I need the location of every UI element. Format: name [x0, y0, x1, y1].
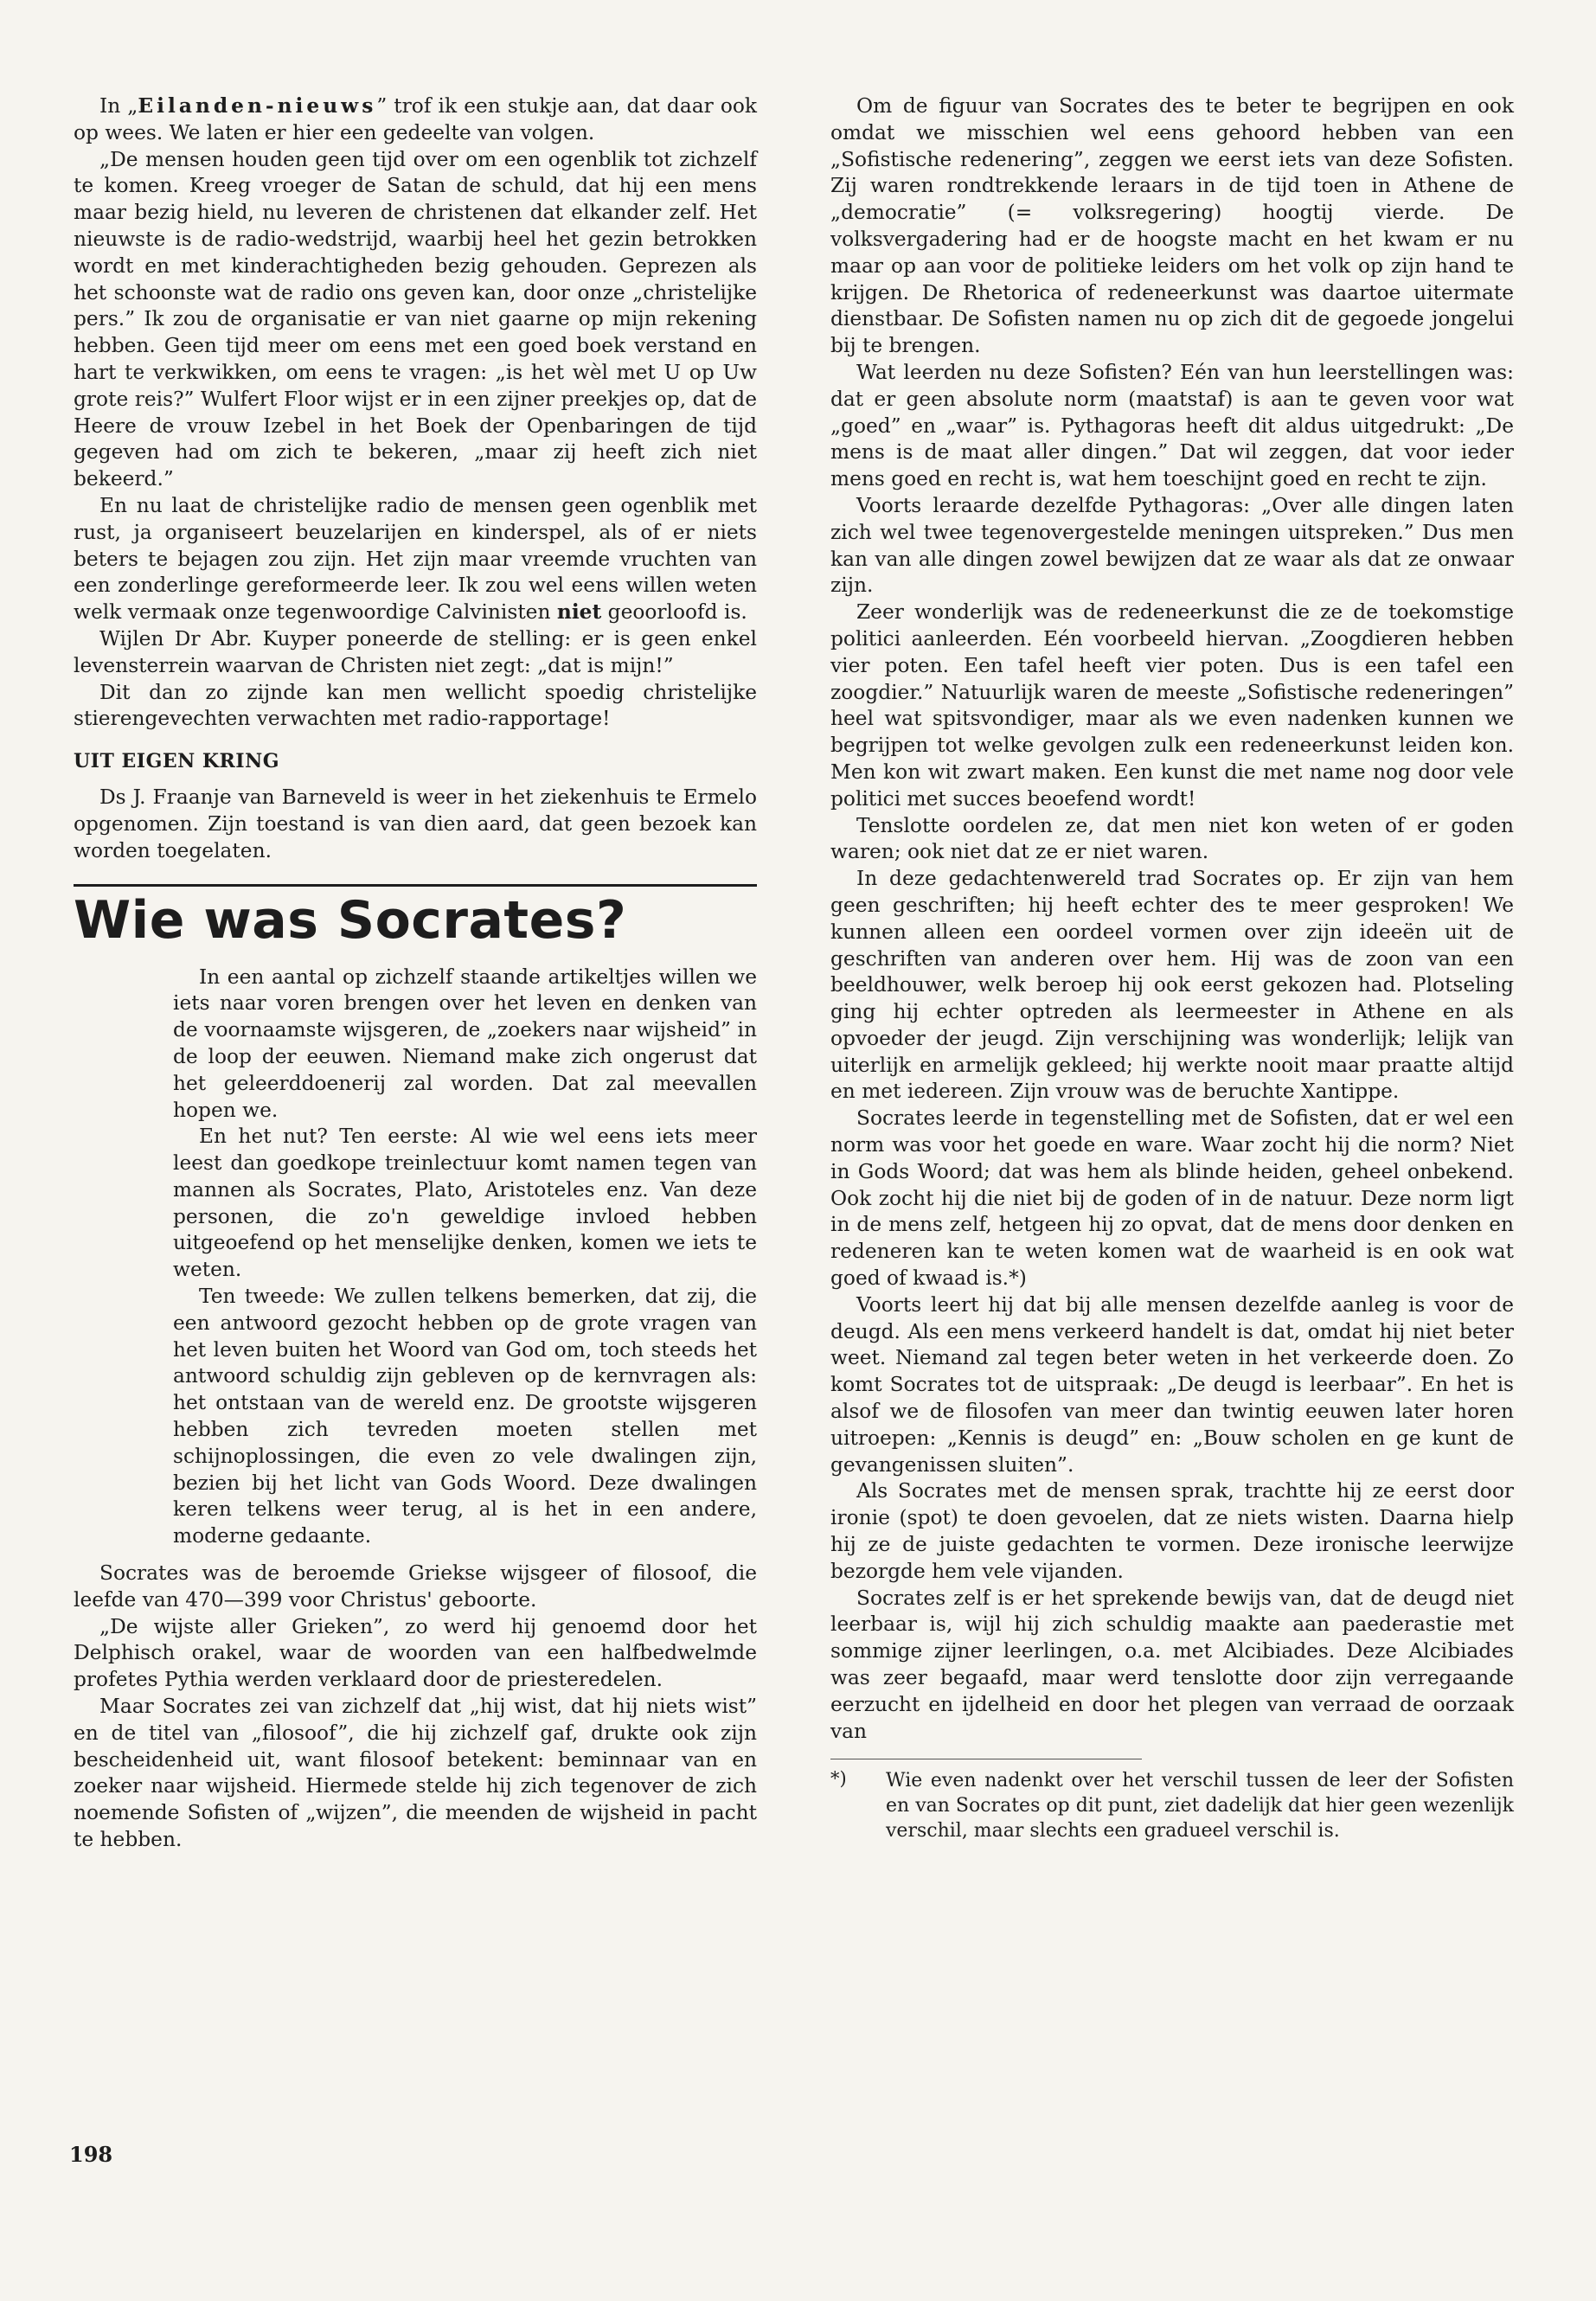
article-intro — [74, 965, 757, 1551]
body-paragraph: Maar Socrates zei van zichzelf dat „hij wist, dat hij niets wist” en de titel van „filosoof”, die hij zichzelf gaf, drukte ook zijn bescheidenheid uit, want filosoof betekent: beminnaar van en zoeker naar wijsheid. Hiermede stelde hij zich tegenover de zich noemende Sofisten of „wijzen”, die meenden de wijsheid in pacht te hebben. — [74, 1695, 757, 1852]
body-paragraph: Wat leerden nu deze Sofisten? Eén van hun leerstellingen was: dat er geen absolute norm (maatstaf) is aan te geven voor wat „goed” en „waar” is. Pythagoras heeft dit aldus uitgedrukt: „De mens is de maat aller dingen.” Dat wil zeggen, dat voor ieder mens goed en recht is, wat hem toeschijnt goed en recht te zijn. — [830, 360, 1514, 491]
body-paragraph: Voorts leraarde dezelfde Pythagoras: „Over alle dingen laten zich wel twee tegenovergestelde meningen uitspreken.” Dus men kan van alle dingen zowel bewijzen dat ze waar als dat ze onwaar zijn. — [830, 493, 1514, 598]
body-paragraph: Tenslotte oordelen ze, dat men niet kon weten of er goden waren; ook niet dat ze er niet waren. — [830, 813, 1514, 864]
source-name: Eilanden-nieuws — [138, 94, 377, 118]
intro-paragraph: En het nut? Ten eerste: Al wie wel eens iets meer leest dan goedkope treinlectuur komt namen tegen van mannen als Socrates, Plato, Aristoteles enz. Van deze personen, die zo'n geweldige invloed hebben uitgeoefend op het menselijke denken, komen we iets te weten. — [173, 1125, 757, 1282]
right-column — [830, 93, 1514, 1843]
intro-paragraph: In een aantal op zichzelf staande artikeltjes willen we iets naar voren brengen over het leven en denken van de voornaamste wijsgeren, de „zoekers naar wijsheid” in de loop der eeuwen. Niemand make zich ongerust dat het geleerddoenerij zal worden. Dat zal meevallen hopen we. — [173, 965, 757, 1122]
divider — [74, 884, 757, 887]
body-paragraph: Zeer wonderlijk was de redeneerkunst die ze de toekomstige politici aanleerden. Eén voorbeeld hiervan. „Zoogdieren hebben vier poten. Een tafel heeft vier poten. Dus is een tafel een zoogdier.” Natuurlijk waren de meeste „Sofistische redeneringen” heel wat spitsvondiger, maar als we even nadenken kunnen we begrijpen tot welke gevolgen zulk een redeneerkunst leiden kon. Men kon wit zwart maken. Een kunst die met name nog door vele politici met succes beoefend wordt! — [830, 600, 1514, 811]
footnote-text: Wie even nadenkt over het verschil tussen de leer der Sofisten en van Socrates op dit punt, ziet dadelijk dat hier geen wezenlijk verschil, maar slechts een gradueel verschil is. — [886, 1770, 1514, 1843]
body-paragraph: Socrates leerde in tegenstelling met de Sofisten, dat er wel een norm was voor het goede en ware. Waar zocht hij die norm? Niet in Gods Woord; dat was hem als blinde heiden, geheel onbekend. Ook zocht hij die niet bij de goden of in de natuur. Deze norm ligt in de mens zelf, hetgeen hij zo opvat, dat de mens door denken en redeneren kan te weten komen wat de waarheid is en ook wat goed of kwaad is.*) — [830, 1106, 1514, 1291]
body-paragraph: Socrates zelf is er het sprekende bewijs van, dat de deugd niet leerbaar is, wijl hij zich schuldig maakte aan paederastie met sommige zijner leerlingen, o.a. met Alcibiades. Deze Alcibiades was zeer begaafd, maar werd tenslotte door zijn verregaande eerzucht en ijdelheid en door het plegen van verraad de oorzaak van — [830, 1586, 1514, 1743]
kring-paragraph: Ds J. Fraanje van Barneveld is weer in het ziekenhuis te Ermelo opgenomen. Zijn toestand is van dien aard, dat geen bezoek kan worden toegelaten. — [74, 785, 757, 862]
section-heading: UIT EIGEN KRING — [74, 750, 279, 773]
body-paragraph: Om de figuur van Socrates des te beter te begrijpen en ook omdat we misschien wel eens gehoord hebben van een „Sofistische redenering”, zeggen we eerst iets van deze Sofisten. Zij waren rondtrekkende leraars in de tijd toen in Athene de „democratie” (= volksregering) hoogtij vierde. De volksvergadering had er de hoogste macht en het kwam er nu maar op aan voor de politieke leiders om het volk op zijn hand te krijgen. De Rhetorica of redeneerkunst was daartoe uitermate dienstbaar. De Sofisten namen nu op zich dit de gegoede jongelui bij te brengen. — [830, 94, 1514, 358]
body-paragraph: Socrates was de beroemde Griekse wijsgeer of filosoof, die leefde van 470—399 voor Christus' geboorte. — [74, 1561, 757, 1612]
footnote-mark: *) — [830, 1768, 847, 1790]
body-paragraph: „De wijste aller Grieken”, zo werd hij genoemd door het Delphisch orakel, waar de woorden van een halfbedwelmde profetes Pythia werden verklaard door de priesteredelen. — [74, 1614, 757, 1692]
body-paragraph: Als Socrates met de mensen sprak, trachtte hij ze eerst door ironie (spot) te doen gevoelen, dat ze niets wisten. Daarna hielp hij ze de juiste gedachten te vormen. Deze ironische leerwijze bezorgde hem vele vijanden. — [830, 1479, 1514, 1583]
footnote — [830, 1768, 1514, 1843]
news-paragraph-5: Dit dan zo zijnde kan men wellicht spoedig christelijke stierengevechten verwachten met radio-rapportage! — [74, 680, 757, 731]
body-paragraph: Voorts leert hij dat bij alle mensen dezelfde aanleg is voor de deugd. Als een mens verkeerd handelt is dat, omdat hij niet beter weet. Niemand zal tegen beter weten in het verkeerde doen. Zo komt Socrates tot de uitspraak: „De deugd is leerbaar”. En het is alsof we de filosofen van meer dan twintig eeuwen later horen uitroepen: „Kennis is deugd” en: „Bouw scholen en ge kunt de gevangenissen sluiten”. — [830, 1292, 1514, 1477]
article-headline: Wie was Socrates? — [74, 889, 627, 951]
news-paragraph-3: En nu laat de christelijke radio de mensen geen ogenblik met rust, ja organiseert beuzelarijen en kinderspel, als of er niets beters te bejagen zou zijn. Het zijn maar vreemde vruchten van een zonderlinge gereformeerde leer. Ik zou wel eens willen weten welk vermaak onze tegenwoordige Calvinisten niet geoorloofd is. — [74, 493, 757, 625]
left-column — [74, 93, 757, 1854]
news-paragraph-1: In „Eilanden-nieuws” trof ik een stukje aan, dat daar ook op wees. We laten er hier een gedeelte van volgen. — [74, 94, 758, 144]
news-paragraph-4: Wijlen Dr Abr. Kuyper poneerde de stelling: er is geen enkel levensterrein waarvan de Christen niet zegt: „dat is mijn!” — [74, 626, 757, 677]
body-paragraph: In deze gedachtenwereld trad Socrates op. Er zijn van hem geen geschriften; hij heeft echter des te meer gesproken! We kunnen alleen een oordeel vormen over zijn ideeën uit de geschriften van anderen over hem. Hij was de zoon van een beeldhouwer, welk beroep hij ook eerst gekozen had. Plotseling ging hij echter optreden als leermeester in Athene en als opvoeder der jeugd. Zijn verschijning was wonderlijk; lelijk van uiterlijk en armelijk gekleed; hij werkte nooit maar praatte altijd en met iedereen. Zijn vrouw was de beruchte Xantippe. — [830, 867, 1514, 1104]
news-quote: „De mensen houden geen tijd over om een ogenblik tot zichzelf te komen. Kreeg vroeger de Satan de schuld, dat hij een mens maar bezig hield, nu leveren de christenen dat elkander zelf. Het nieuwste is de radio-wedstrijd, waarbij heel het gezin betrokken wordt en met kinderachtigheden bezig gehouden. Geprezen als het schoonste wat de radio ons geven kan, door onze „christelijke pers.” Ik zou de organisatie er van niet gaarne op mijn rekening hebben. Geen tijd meer om eens met een goed boek verstand en hart te verkwikken, om eens te vragen: „is het wèl met U op Uw grote reis?” Wulfert Floor wijst er in een zijner preekjes op, dat de Heere de vrouw Izebel in het Boek der Openbaringen de tijd gegeven had om zich te bekeren, „maar zij heeft zich niet bekeerd.” — [74, 147, 757, 491]
intro-paragraph: Ten tweede: We zullen telkens bemerken, dat zij, die een antwoord gezocht hebben op de grote vragen van het leven buiten het Woord van God om, toch steeds het antwoord schuldig zijn gebleven op de kernvragen als: het ontstaan van de wereld enz. De grootste wijsgeren hebben zich tevreden moeten stellen met schijnoplossingen, die even zo vele dwalingen zijn, bezien bij het licht van Gods Woord. Deze dwalingen keren telkens weer terug, al is het in een andere, moderne gedaante. — [173, 1285, 757, 1548]
page-number: 198 — [69, 2142, 113, 2167]
